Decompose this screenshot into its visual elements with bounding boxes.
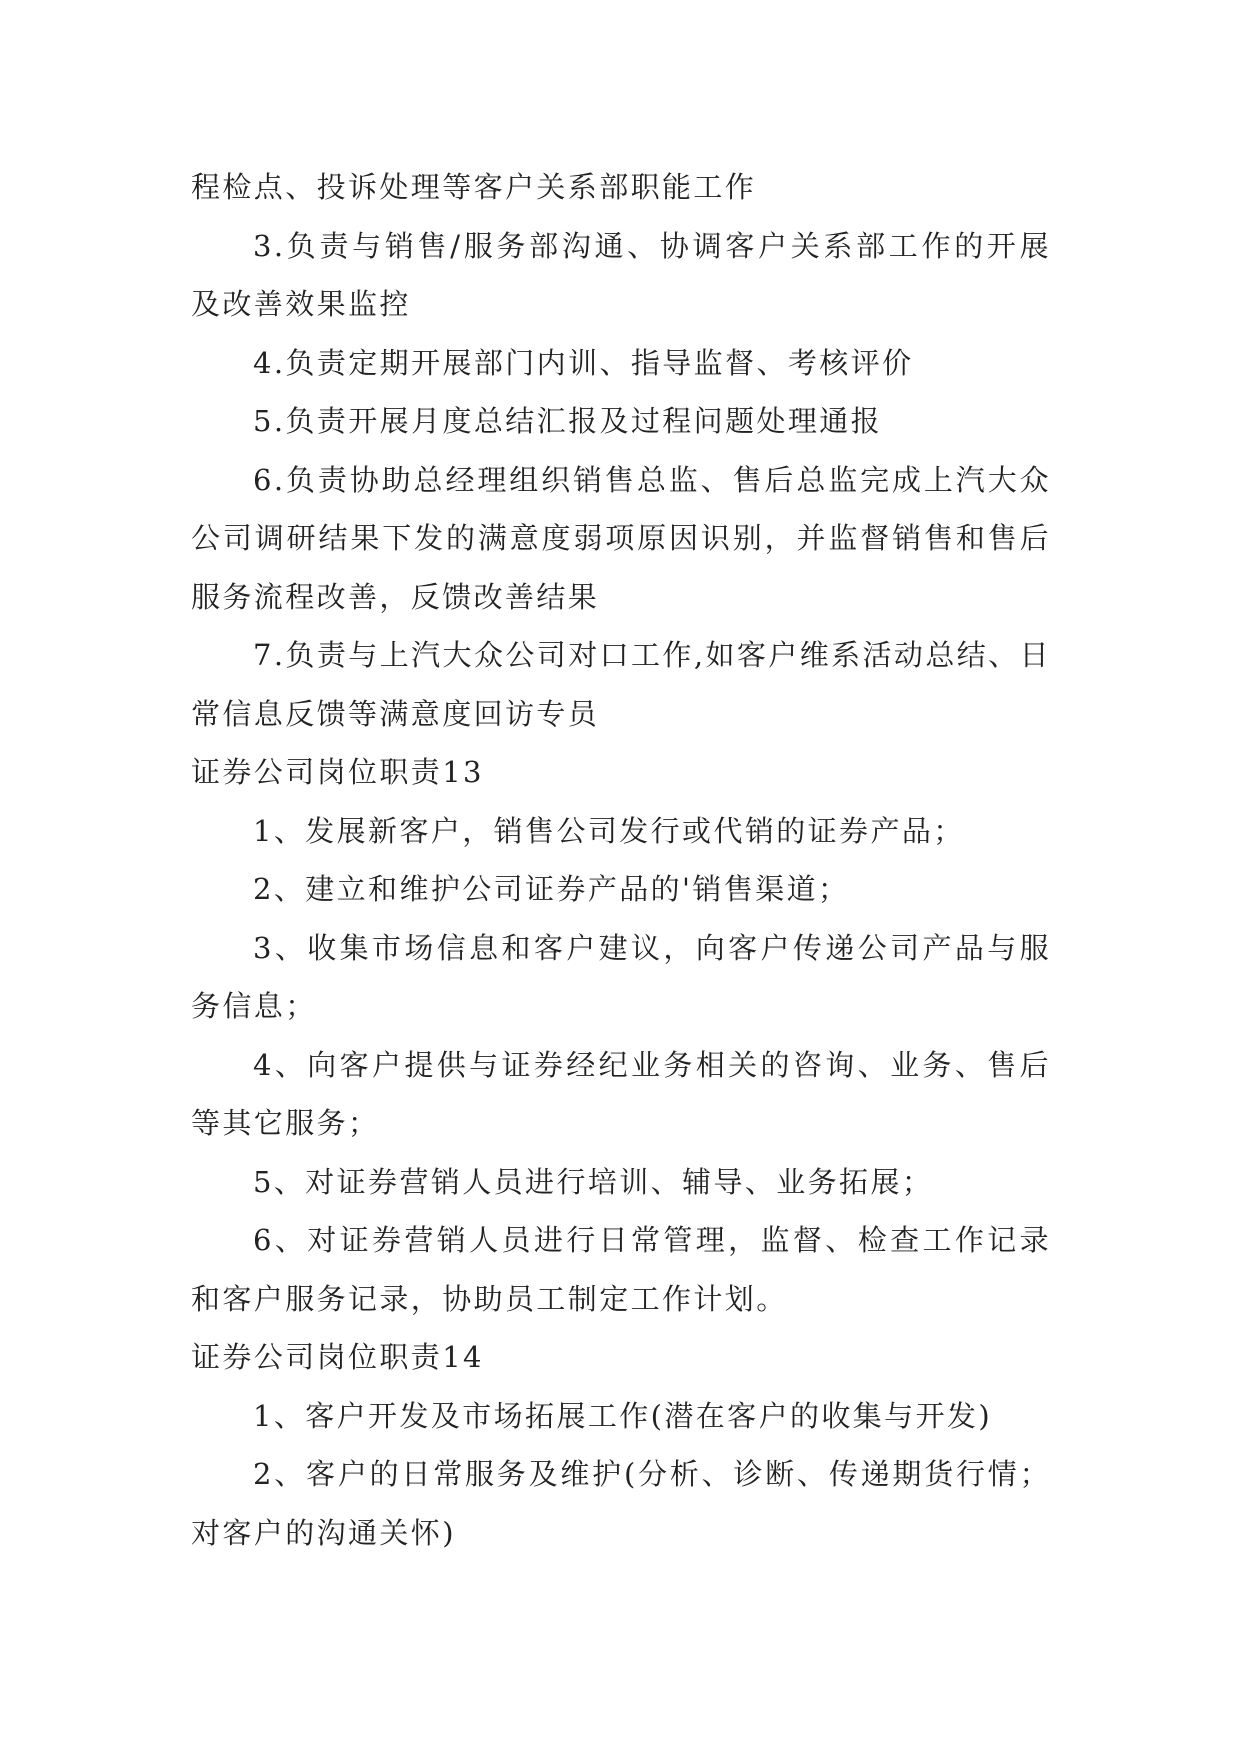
paragraph: 3、收集市场信息和客户建议，向客户传递公司产品与服务信息； [191,930,1051,1023]
section-heading: 证券公司岗位职责14 [191,1340,484,1374]
section-heading: 证券公司岗位职责13 [191,755,484,789]
paragraph: 1、客户开发及市场拓展工作(潜在客户的收集与开发) [253,1398,993,1433]
paragraph: 4、向客户提供与证券经纪业务相关的咨询、业务、售后等其它服务； [191,1047,1051,1140]
paragraph: 6.负责协助总经理组织销售总监、售后总监完成上汽大众公司调研结果下发的满意度弱项原因识别，并监督销售和售后服务流程改善，反馈改善结果 [191,462,1051,614]
document-body [191,158,1051,1562]
paragraph: 1、发展新客户，销售公司发行或代销的证券产品； [253,813,965,848]
paragraph: 2、客户的日常服务及维护(分析、诊断、传递期货行情；对客户的沟通关怀) [191,1457,1051,1550]
paragraph: 4.负责定期开展部门内训、指导监督、考核评价 [253,345,914,380]
paragraph: 2、建立和维护公司证券产品的'销售渠道； [253,872,850,906]
paragraph: 7.负责与上汽大众公司对口工作,如客户维系活动总结、日常信息反馈等满意度回访专员 [191,638,1051,731]
paragraph: 6、对证券营销人员进行日常管理，监督、检查工作记录和客户服务记录，协助员工制定工作计划。 [191,1223,1051,1316]
paragraph: 3.负责与销售/服务部沟通、协调客户关系部工作的开展及改善效果监控 [191,228,1051,321]
paragraph: 程检点、投诉处理等客户关系部职能工作 [191,170,757,204]
paragraph: 5、对证券营销人员进行培训、辅导、业务拓展； [253,1164,934,1199]
paragraph: 5.负责开展月度总结汇报及过程问题处理通报 [253,404,883,438]
